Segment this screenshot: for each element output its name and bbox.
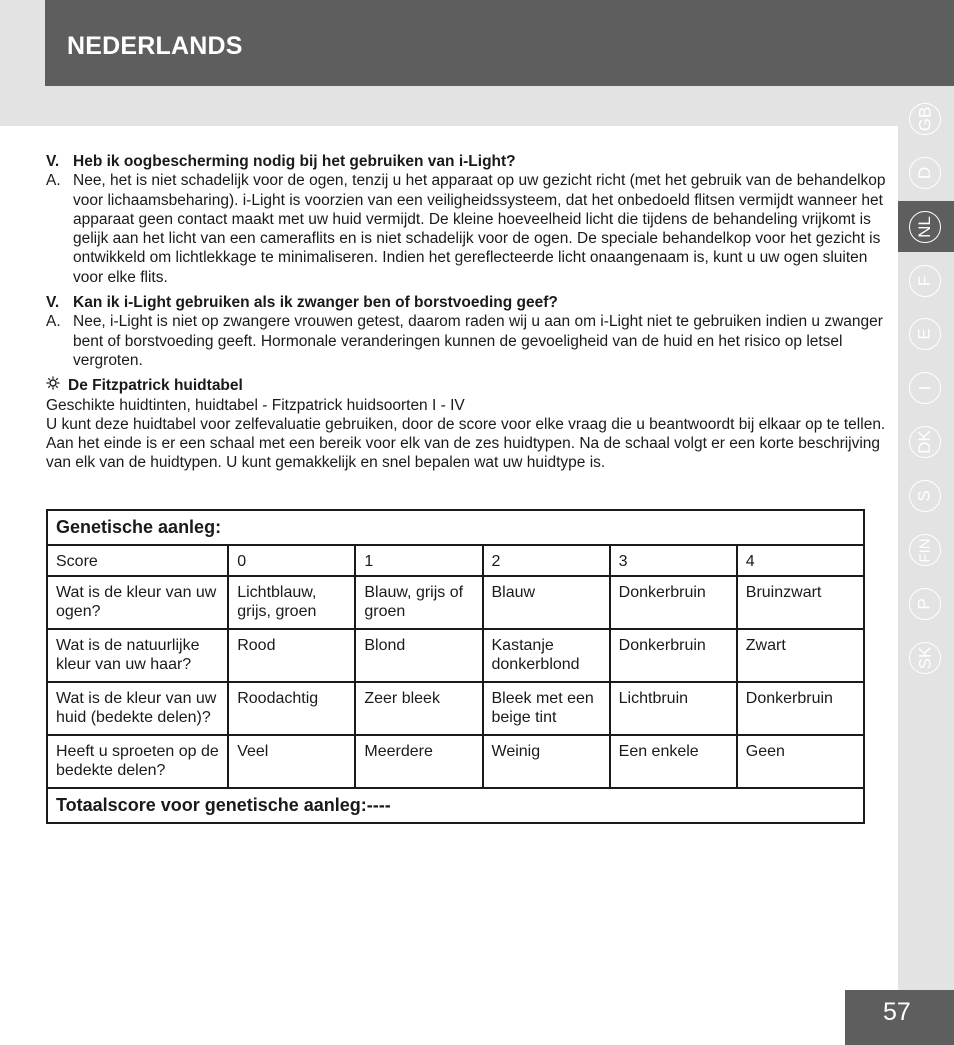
qa-item xyxy=(46,152,892,287)
lang-label: DK xyxy=(915,430,934,454)
table-cell: Rood xyxy=(228,629,355,682)
table-heading: Genetische aanleg: xyxy=(47,510,864,545)
table-cell: Wat is de natuurlijke kleur van uw haar? xyxy=(47,629,228,682)
table-cell: Blauw, grijs of groen xyxy=(355,576,482,629)
question-label: V. xyxy=(46,153,60,170)
table-cell: Kastanje donkerblond xyxy=(483,629,610,682)
table-cell: Weinig xyxy=(483,735,610,788)
question-text: Kan ik i-Light gebruiken als ik zwanger ben of borstvoeding geef? xyxy=(73,294,558,312)
table-header-row xyxy=(47,510,864,545)
table-cell: Lichtblauw, grijs, groen xyxy=(228,576,355,629)
lang-label: F xyxy=(914,275,934,287)
section-body: U kunt deze huidtabel voor zelfevaluatie gebruiken, door de score voor elke vraag die u beantwoordt bij elkaar op te tellen. Aan het einde is er een schaal met een bereik voor elk van de zes huidtypen. Na de schaal volgt er een korte beschrijving van elk van de huidtypen. U kunt gemakkelijk en snel bepalen wat uw huidtype is. xyxy=(46,415,886,472)
table-cell: Donkerbruin xyxy=(610,576,737,629)
lang-tab-d[interactable] xyxy=(909,157,941,189)
table-cell: Veel xyxy=(228,735,355,788)
table-cell: Roodachtig xyxy=(228,682,355,735)
table-cell: Meerdere xyxy=(355,735,482,788)
page-number: 57 xyxy=(883,998,911,1026)
lang-tab-fin[interactable] xyxy=(909,534,941,566)
section-title: De Fitzpatrick huidtabel xyxy=(68,377,243,395)
table-cell: Blauw xyxy=(483,576,610,629)
lang-label: I xyxy=(914,385,934,391)
question-text: Heb ik oogbescherming nodig bij het gebruiken van i-Light? xyxy=(73,153,516,170)
table-cell: Blond xyxy=(355,629,482,682)
sun-icon xyxy=(46,376,60,395)
lang-tab-gb[interactable] xyxy=(909,103,941,135)
lang-label: SK xyxy=(915,646,934,670)
lang-tab-sk[interactable] xyxy=(909,642,941,674)
table-cell: 4 xyxy=(737,545,864,576)
table-cell: Een enkele xyxy=(610,735,737,788)
table-cell: Bruinzwart xyxy=(737,576,864,629)
table-cell: Wat is de kleur van uw huid (bedekte delen)? xyxy=(47,682,228,735)
lang-label: P xyxy=(915,598,934,610)
table-cell: Score xyxy=(47,545,228,576)
lang-label: D xyxy=(915,166,934,180)
answer-line xyxy=(46,171,892,287)
answer-label: A. xyxy=(46,313,61,331)
lang-label: FIN xyxy=(916,537,934,563)
question-line xyxy=(46,152,892,171)
table-cell: Donkerbruin xyxy=(737,682,864,735)
answer-label: A. xyxy=(46,172,61,190)
content xyxy=(46,152,892,473)
qa-item xyxy=(46,293,892,370)
lang-label: GB xyxy=(915,106,934,132)
table-cell: Zeer bleek xyxy=(355,682,482,735)
table-total-row xyxy=(47,788,864,823)
lang-tab-p[interactable] xyxy=(909,588,941,620)
language-sidebar xyxy=(898,126,954,1045)
table-cell: 2 xyxy=(483,545,610,576)
table-total: Totaalscore voor genetische aanleg:---- xyxy=(47,788,864,823)
page-number-box xyxy=(845,990,954,1045)
table-cell: Bleek met een beige tint xyxy=(483,682,610,735)
section-heading xyxy=(46,376,892,395)
lang-tab-dk[interactable] xyxy=(909,426,941,458)
answer-text: Nee, i-Light is niet op zwangere vrouwen getest, daarom raden wij u aan om i-Light niet te gebruiken indien u zwanger bent of borstvoeding geeft. Hormonale veranderingen kunnen de gevoeligheid van de huid en het risico op letsel vergroten. xyxy=(73,313,883,369)
table-row xyxy=(47,682,864,735)
section-subtitle: Geschikte huidtinten, huidtabel - Fitzpatrick huidsoorten I - IV xyxy=(46,396,465,414)
lang-tab-i[interactable] xyxy=(909,372,941,404)
table-cell: Donkerbruin xyxy=(610,629,737,682)
question-label: V. xyxy=(46,294,60,312)
table-cell: 3 xyxy=(610,545,737,576)
lang-tab-s[interactable] xyxy=(909,480,941,512)
score-row xyxy=(47,545,864,576)
table-row xyxy=(47,735,864,788)
lang-tab-f[interactable] xyxy=(909,265,941,297)
lang-tab-nl[interactable] xyxy=(909,211,941,243)
fitzpatrick-section xyxy=(46,376,892,472)
question-line xyxy=(46,293,892,312)
genetic-table xyxy=(46,509,865,824)
lang-label: S xyxy=(915,490,934,502)
table-row xyxy=(47,576,864,629)
answer-text: Nee, het is niet schadelijk voor de ogen, tenzij u het apparaat op uw gezicht richt (met het gebruik van de behandelkop voor lichaamsbeharing). i-Light is voorzien van een veiligheidssysteem, dat het onbedoeld flitsen vermijdt wanneer het apparaat geen contact maakt met uw huid vermijdt. De kleine hoeveelheid licht die tijdens de behandeling vrijkomt is gelijk aan het licht van een cameraflits en is niet schadelijk voor de ogen. De speciale behandelkop voor het gezicht is ontwikkeld om lichtlekkage te minimaliseren. Indien het gereflecteerde licht onaangenaam is, kunt u uw ogen sluiten voor elke flits. xyxy=(73,172,886,286)
page-title: NEDERLANDS xyxy=(67,32,243,60)
table-cell: 0 xyxy=(228,545,355,576)
answer-line xyxy=(46,312,892,370)
table-cell: Heeft u sproeten op de bedekte delen? xyxy=(47,735,228,788)
table-cell: 1 xyxy=(355,545,482,576)
header-bar xyxy=(45,0,954,86)
table-cell: Geen xyxy=(737,735,864,788)
table-cell: Lichtbruin xyxy=(610,682,737,735)
table-cell: Zwart xyxy=(737,629,864,682)
lang-label: NL xyxy=(914,216,934,238)
lang-tab-e[interactable] xyxy=(909,318,941,350)
table-cell: Wat is de kleur van uw ogen? xyxy=(47,576,228,629)
lang-label: E xyxy=(915,328,934,340)
table-row xyxy=(47,629,864,682)
